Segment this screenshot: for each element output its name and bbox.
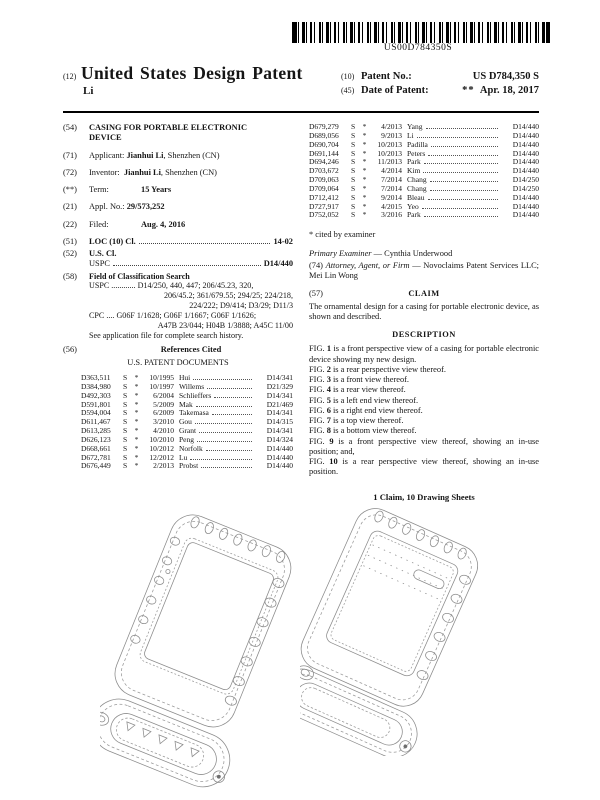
figure-description-line	[309, 375, 539, 385]
reference-row	[309, 158, 539, 167]
ref-classification: D14/440	[512, 192, 539, 202]
ref-patent-number: D626,123	[81, 434, 111, 444]
ref-date: 2/2013	[153, 461, 174, 471]
ref-kind-code: S	[123, 426, 128, 436]
primary-examiner-value: — Cynthia Underwood	[373, 248, 453, 258]
section-us-cl	[63, 249, 293, 270]
rear-perspective-drawing	[300, 498, 506, 756]
ref-patent-number: D690,704	[309, 139, 339, 149]
dot-leader	[113, 265, 261, 266]
ref-inventor-name: Willems	[179, 381, 205, 391]
reference-row	[309, 203, 539, 212]
ref-inventor-name: Yeo	[407, 201, 419, 211]
ref-examiner-star: *	[134, 443, 139, 453]
ref-patent-number: D709,063	[309, 175, 339, 185]
reference-row	[309, 150, 539, 159]
dot-leader	[424, 163, 498, 164]
ref-inventor-name: Peng	[179, 434, 194, 444]
section-code: (51)	[63, 236, 77, 246]
ref-examiner-star: *	[134, 417, 139, 427]
dot-leader	[424, 216, 498, 217]
ref-patent-number: D668,661	[81, 443, 111, 453]
figure-description-line	[309, 365, 539, 375]
claim-heading-row	[309, 289, 539, 299]
section-inventor	[63, 168, 293, 178]
ref-date: 10/2013	[377, 148, 402, 158]
fig-text: is a front perspective view thereof, showing an in-use position; and,	[309, 436, 539, 456]
ref-classification: D14/324	[266, 434, 293, 444]
term-value: 15 Years	[141, 185, 172, 194]
ref-kind-code: S	[123, 408, 128, 418]
fig-number: 3	[326, 375, 331, 385]
ref-inventor-name: Hui	[179, 373, 191, 383]
fig-prefix: FIG.	[309, 395, 325, 405]
reference-row	[81, 445, 293, 454]
ref-patent-number: D679,279	[309, 122, 339, 131]
dot-leader	[201, 467, 252, 468]
dot-leader	[139, 243, 271, 244]
dot-leader	[197, 441, 252, 442]
ref-inventor-name: Probst	[179, 461, 199, 471]
barcode-bars-icon	[292, 22, 550, 43]
ref-kind-code: S	[123, 461, 128, 471]
ref-examiner-star: *	[134, 381, 139, 391]
section-applicant	[63, 151, 293, 161]
uspc-search-line: USPC ............ D14/250, 440, 447; 206/45.23, 320,	[89, 281, 254, 291]
patent-number-label: Patent No.:	[361, 71, 412, 82]
dot-leader	[431, 146, 498, 147]
ref-date: 9/2013	[381, 130, 402, 140]
ref-kind-code: S	[123, 373, 128, 383]
ref-patent-number: D672,781	[81, 452, 111, 462]
figure-description-line	[309, 437, 539, 458]
appl-no-value: 29/573,252	[126, 202, 165, 212]
ref-inventor-name: Chang	[407, 175, 427, 185]
inventor-surname: Li	[83, 85, 94, 97]
ref-date: 4/2013	[381, 122, 402, 131]
dot-leader	[206, 450, 252, 451]
references-list-left	[63, 374, 293, 471]
fig-prefix: FIG.	[309, 457, 325, 467]
fig-text: is a right end view thereof.	[332, 405, 423, 415]
ref-examiner-star: *	[362, 122, 367, 131]
ref-kind-code: S	[123, 434, 128, 444]
ref-classification: D21/329	[266, 381, 293, 391]
filed-value: Aug. 4, 2016	[141, 219, 186, 229]
ref-patent-number: D691,144	[309, 148, 339, 158]
us-patent-documents-heading: U.S. PATENT DOCUMENTS	[127, 357, 229, 367]
uspc-value: D14/440	[263, 259, 293, 269]
description-heading: DESCRIPTION	[392, 330, 456, 340]
dot-leader	[423, 172, 498, 173]
dot-leader	[195, 423, 252, 424]
ref-classification: D14/440	[512, 157, 539, 167]
ref-classification: D14/341	[266, 373, 293, 383]
ref-classification: D14/315	[266, 417, 293, 427]
fig-number: 2	[326, 364, 331, 374]
fig-text: is a bottom view thereof.	[332, 426, 417, 436]
ref-classification: D14/440	[266, 461, 293, 471]
ref-patent-number: D363,511	[81, 373, 111, 383]
ref-classification: D14/440	[512, 122, 539, 131]
references-list-right	[309, 123, 539, 220]
fig-prefix: FIG.	[309, 364, 325, 374]
section-code: (56)	[63, 344, 77, 354]
ref-classification: D14/440	[512, 201, 539, 211]
ref-classification: D14/440	[512, 210, 539, 220]
ref-inventor-name: Yang	[407, 122, 423, 131]
fig-number: 9	[329, 436, 334, 446]
fig-number: 10	[329, 457, 338, 467]
ref-inventor-name: Park	[407, 157, 421, 167]
ref-inventor-name: Kim	[407, 166, 421, 176]
claim-heading: CLAIM	[408, 289, 440, 299]
ref-inventor-name: Grant	[179, 426, 197, 436]
ref-patent-number: D709,064	[309, 183, 339, 193]
front-perspective-drawing	[100, 498, 304, 798]
dot-leader	[422, 208, 498, 209]
ref-examiner-star: *	[134, 452, 139, 462]
ref-inventor-name: Bleau	[407, 192, 425, 202]
cpc-search-line: A47B 23/044; H04B 1/3888; A45C 11/00	[157, 320, 293, 330]
body-columns	[63, 123, 539, 502]
ref-kind-code: S	[351, 130, 356, 140]
ref-patent-number: D613,285	[81, 426, 111, 436]
ref-kind-code: S	[351, 183, 356, 193]
patent-date-code: (45)	[341, 86, 355, 96]
section-field-search	[63, 272, 293, 341]
ref-date: 10/2013	[377, 139, 402, 149]
left-column	[63, 123, 293, 502]
ref-patent-number: D594,004	[81, 408, 111, 418]
fig-text: is a rear view thereof.	[332, 385, 406, 395]
ref-date: 7/2014	[381, 183, 402, 193]
section-code: (52)	[63, 249, 77, 258]
ref-inventor-name: Peters	[407, 148, 426, 158]
inventor-name: Jianhui Li	[123, 167, 161, 177]
ref-inventor-name: Padilla	[407, 139, 428, 149]
ref-classification: D14/250	[512, 183, 539, 193]
primary-examiner-label: Primary Examiner	[309, 248, 372, 258]
ref-patent-number: D752,052	[309, 210, 339, 220]
ref-patent-number: D689,056	[309, 130, 339, 140]
fig-text: is a rear perspective view thereof, showing an in-use position.	[309, 457, 540, 477]
ref-classification: D14/341	[266, 390, 293, 400]
kind-code: (12)	[63, 72, 77, 81]
section-references	[63, 345, 293, 355]
dot-leader	[430, 190, 498, 191]
ref-inventor-name: Schlieffers	[179, 390, 212, 400]
header-left	[63, 64, 341, 98]
ref-kind-code: S	[123, 399, 128, 409]
ref-inventor-name: Mak	[179, 399, 193, 409]
patent-date-row	[341, 84, 539, 98]
uspc-search-line: 224/222; D9/414; D3/29; D11/3	[189, 301, 293, 311]
fig-number: 8	[326, 426, 331, 436]
ref-classification: D14/440	[512, 166, 539, 176]
ref-date: 7/2014	[381, 175, 402, 185]
dot-leader	[212, 414, 252, 415]
ref-examiner-star: *	[134, 399, 139, 409]
figure-description-line	[309, 416, 539, 426]
appl-no-label: Appl. No.:	[89, 202, 125, 212]
us-cl-label: U.S. Cl.	[89, 249, 117, 258]
ref-examiner-star: *	[134, 390, 139, 400]
dot-leader	[428, 199, 499, 200]
dot-leader	[417, 137, 498, 138]
ref-examiner-star: *	[134, 373, 139, 383]
ref-classification: D14/440	[512, 130, 539, 140]
ref-date: 6/2004	[153, 390, 174, 400]
ref-classification: D14/250	[512, 175, 539, 185]
figure-description-line	[309, 344, 539, 365]
ref-date: 5/2009	[153, 399, 174, 409]
fig-prefix: FIG.	[309, 405, 325, 415]
ref-kind-code: S	[123, 443, 128, 453]
reference-row	[309, 211, 539, 220]
ref-date: 4/2014	[381, 166, 402, 176]
dot-leader	[196, 406, 252, 407]
ref-date: 11/2013	[377, 157, 402, 167]
page-title: United States Design Patent	[81, 63, 303, 83]
patent-date-value	[453, 84, 539, 98]
ref-date: 3/2010	[153, 417, 174, 427]
ref-kind-code: S	[351, 210, 356, 220]
ref-examiner-star: *	[362, 175, 367, 185]
fig-prefix: FIG.	[309, 385, 325, 395]
date-value: Apr. 18, 2017	[479, 85, 539, 97]
section-code: (58)	[63, 271, 77, 281]
figure-description-line	[309, 396, 539, 406]
ref-examiner-star: *	[134, 408, 139, 418]
figure-description-line	[309, 457, 539, 478]
figure-description-line	[309, 426, 539, 436]
uspc-search-line: 206/45.2; 361/679.55; 294/25; 224/218,	[163, 291, 293, 301]
dot-leader	[426, 128, 499, 129]
loc-label: LOC (10) Cl.	[89, 236, 136, 246]
section-title	[63, 123, 293, 144]
inventor-location: , Shenzhen (CN)	[160, 167, 217, 177]
section-loc	[63, 237, 293, 247]
fig-number: 1	[326, 344, 332, 354]
header-divider	[63, 111, 539, 113]
ref-classification: D21/469	[266, 399, 293, 409]
ref-date: 4/2010	[153, 426, 174, 436]
attorney-label: Attorney, Agent, or Firm	[325, 260, 410, 270]
fig-prefix: FIG.	[309, 344, 325, 354]
section-code: (21)	[63, 202, 77, 212]
fig-text: is a front view thereof.	[332, 375, 410, 385]
ref-kind-code: S	[351, 166, 356, 176]
ref-examiner-star: *	[362, 192, 367, 202]
ref-patent-number: D492,303	[81, 390, 111, 400]
fig-number: 5	[326, 395, 331, 405]
applicant-location: , Shenzhen (CN)	[163, 150, 220, 160]
ref-examiner-star: *	[362, 139, 367, 149]
ref-examiner-star: *	[362, 166, 367, 176]
ref-patent-number: D611,467	[81, 417, 111, 427]
ref-examiner-star: *	[362, 157, 367, 167]
fig-number: 7	[326, 416, 331, 426]
ref-inventor-name: Chang	[407, 183, 427, 193]
ref-date: 6/2009	[153, 408, 174, 418]
reference-row	[81, 462, 293, 471]
ref-patent-number: D703,672	[309, 166, 339, 176]
ref-patent-number: D727,917	[309, 201, 339, 211]
fig-number: 6	[326, 405, 331, 415]
barcode	[292, 22, 544, 53]
attorney-line	[309, 261, 539, 282]
header	[63, 64, 539, 98]
field-search-label: Field of Classification Search	[89, 271, 190, 281]
ref-kind-code: S	[351, 139, 356, 149]
figure-description-line	[309, 406, 539, 416]
fig-text: is a left end view thereof.	[332, 395, 419, 405]
dot-leader	[214, 397, 252, 398]
dot-leader	[207, 388, 252, 389]
dot-leader	[190, 459, 252, 460]
ref-date: 10/1997	[149, 381, 174, 391]
ref-patent-number: D384,980	[81, 381, 111, 391]
header-right	[341, 64, 539, 98]
patent-date-label: Date of Patent:	[361, 85, 429, 97]
invention-title: CASING FOR PORTABLE ELECTRONIC DEVICE	[89, 123, 247, 143]
ref-kind-code: S	[351, 192, 356, 202]
section-code: (72)	[63, 167, 77, 177]
ref-kind-code: S	[351, 201, 356, 211]
ref-date: 10/1995	[149, 373, 174, 383]
term-label: Term:	[89, 185, 109, 194]
ref-examiner-star: *	[362, 210, 367, 220]
ref-patent-number: D591,801	[81, 399, 111, 409]
ref-kind-code: S	[351, 157, 356, 167]
ref-patent-number: D694,246	[309, 157, 339, 167]
section-appl-no	[63, 202, 293, 212]
section-code: (**)	[63, 185, 77, 194]
dot-leader	[430, 181, 498, 182]
section-code: (71)	[63, 150, 77, 160]
ref-kind-code: S	[123, 381, 128, 391]
inventor-label: Inventor:	[89, 167, 120, 177]
patent-number-value: US D784,350 S	[472, 71, 539, 82]
ref-date: 9/2014	[381, 192, 402, 202]
ref-inventor-name: Park	[407, 210, 421, 220]
ref-examiner-star: *	[362, 148, 367, 158]
cpc-search-line: CPC .... G06F 1/1628; G06F 1/1667; G06F 1/1626;	[89, 310, 257, 320]
uspc-label: USPC	[89, 259, 110, 269]
cited-by-examiner-note: * cited by examiner	[309, 230, 376, 240]
fig-prefix: FIG.	[309, 426, 325, 436]
applicant-name: Jianhui Li	[126, 150, 164, 160]
ref-kind-code: S	[351, 148, 356, 158]
claim-code: (57)	[309, 289, 323, 299]
figure-description-line	[309, 385, 539, 395]
section-filed	[63, 220, 293, 230]
ref-examiner-star: *	[362, 183, 367, 193]
dot-leader	[428, 155, 498, 156]
ref-date: 12/2012	[149, 452, 174, 462]
ref-date: 10/2012	[149, 443, 174, 453]
primary-examiner-line	[309, 249, 539, 259]
fig-prefix: FIG.	[309, 436, 325, 446]
ref-inventor-name: Takemasa	[179, 408, 209, 418]
fig-prefix: FIG.	[309, 416, 325, 426]
loc-value: 14-02	[273, 236, 293, 246]
ref-classification: D14/440	[266, 443, 293, 453]
attorney-code: (74)	[309, 260, 323, 270]
ref-date: 10/2010	[149, 434, 174, 444]
right-column	[309, 123, 539, 502]
ref-classification: D14/440	[512, 139, 539, 149]
attorney-value: — Novoclaims Patent Services LLC; Mei Lin Wong	[309, 260, 539, 281]
ref-examiner-star: *	[134, 434, 139, 444]
ref-kind-code: S	[123, 452, 128, 462]
ref-kind-code: S	[351, 122, 356, 131]
ref-patent-number: D676,449	[81, 461, 111, 471]
ref-classification: D14/440	[512, 148, 539, 158]
references-heading: References Cited	[160, 344, 222, 354]
fig-number: 4	[326, 385, 331, 395]
claim-text: The ornamental design for a casing for portable electronic device, as shown and described.	[309, 301, 539, 321]
ref-inventor-name: Li	[407, 130, 414, 140]
ref-kind-code: S	[351, 175, 356, 185]
ref-kind-code: S	[123, 390, 128, 400]
dot-leader	[199, 432, 252, 433]
ref-examiner-star: *	[134, 426, 139, 436]
ref-patent-number: D712,412	[309, 192, 339, 202]
ref-date: 4/2015	[381, 201, 402, 211]
term-stars: **	[462, 85, 475, 97]
ref-examiner-star: *	[362, 130, 367, 140]
applicant-label: Applicant:	[89, 150, 125, 160]
fig-prefix: FIG.	[309, 375, 325, 385]
patent-number-code: (10)	[341, 72, 355, 81]
claims-sheets-summary: 1 Claim, 10 Drawing Sheets	[373, 491, 475, 502]
barcode-text: US00D784350S	[383, 43, 453, 53]
section-term	[63, 185, 293, 195]
ref-examiner-star: *	[362, 201, 367, 211]
ref-classification: D14/341	[266, 426, 293, 436]
dot-leader	[193, 379, 252, 380]
section-code: (22)	[63, 219, 77, 229]
patent-number-row	[341, 70, 539, 84]
fig-text: is a rear perspective view thereof.	[332, 364, 446, 374]
section-code: (54)	[63, 123, 77, 132]
ref-inventor-name: Lu	[179, 452, 188, 462]
ref-classification: D14/341	[266, 408, 293, 418]
ref-inventor-name: Gou	[179, 417, 192, 427]
ref-classification: D14/440	[266, 452, 293, 462]
reference-row	[309, 194, 539, 203]
filed-label: Filed:	[89, 219, 109, 229]
fig-text: is a top view thereof.	[332, 416, 404, 426]
fig-text: is a front perspective view of a casing for portable electronic device showing my new design.	[309, 344, 539, 364]
ref-inventor-name: Norfolk	[179, 443, 203, 453]
ref-kind-code: S	[123, 417, 128, 427]
search-history-note: See application file for complete search history.	[89, 330, 244, 340]
ref-examiner-star: *	[134, 461, 139, 471]
reference-row	[309, 123, 539, 132]
ref-date: 3/2016	[381, 210, 402, 220]
figure-descriptions	[309, 344, 539, 477]
